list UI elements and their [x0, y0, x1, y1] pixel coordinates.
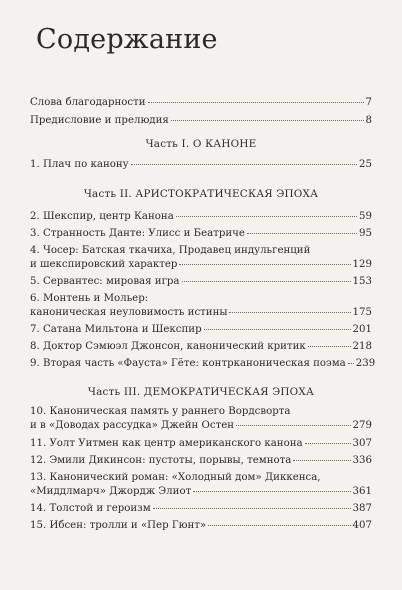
toc-entry-title: Слова благодарности	[30, 97, 146, 108]
toc-entry	[30, 340, 372, 354]
toc-entry-title: 11. Уолт Уитмен как центр американского канона	[30, 438, 303, 449]
page-title: Содержание	[36, 24, 218, 55]
toc-entry-title-line1: 4. Чосер: Батская ткачиха, Продавец индульгенций	[30, 245, 311, 256]
dot-leader	[308, 346, 351, 347]
toc-entry-title-line2: «Миддлмарч» Джордж Элиот	[30, 486, 192, 497]
toc-entry-title-line2: и шекспировский характер	[30, 259, 178, 270]
toc-entry	[30, 292, 372, 320]
toc-entry-page: 175	[352, 307, 372, 318]
toc-entry	[30, 96, 372, 110]
toc-entry-title: 12. Эмили Дикинсон: пустоты, порывы, темнота	[30, 455, 292, 466]
toc-entry-title: 5. Сервантес: мировая игра	[30, 276, 180, 287]
toc-entry-page: 279	[352, 420, 372, 431]
dot-leader	[348, 363, 354, 364]
dot-leader	[148, 102, 364, 103]
toc-entry	[30, 437, 372, 451]
toc-entry-page: 239	[355, 358, 376, 369]
toc-entry	[30, 357, 376, 371]
toc-entry	[30, 454, 372, 468]
dot-leader	[182, 281, 351, 282]
toc-entry-title: Предисловие и прелюдия	[30, 115, 169, 126]
dot-leader	[208, 525, 350, 526]
toc-entry-page: 361	[352, 486, 372, 497]
dot-leader	[193, 491, 350, 492]
toc-entry-page: 8	[365, 115, 372, 126]
dot-leader	[305, 443, 351, 444]
toc-entry-page: 307	[352, 438, 372, 449]
dot-leader	[229, 312, 350, 313]
toc-entry-title: 8. Доктор Сэмюэл Джонсон, канонический критик	[30, 341, 306, 352]
toc-entry	[30, 502, 372, 516]
dot-leader	[153, 508, 351, 509]
toc-entry-page: 25	[359, 159, 372, 170]
toc-entry-page: 95	[359, 228, 372, 239]
toc-entry-title: 2. Шекспир, центр Канона	[30, 211, 174, 222]
dot-leader	[247, 233, 357, 234]
toc-entry	[30, 405, 372, 433]
toc-entry-page: 7	[365, 97, 372, 108]
toc-entry-title: 7. Сатана Мильтона и Шекспир	[30, 324, 202, 335]
toc-entry-title-line1: 10. Каноническая память у раннего Вордсворта	[30, 406, 291, 417]
dot-leader	[179, 264, 350, 265]
dot-leader	[171, 120, 364, 121]
dot-leader	[204, 329, 351, 330]
dot-leader	[131, 164, 357, 165]
toc-entry	[30, 158, 372, 172]
toc-entry-page: 153	[352, 276, 372, 287]
dot-leader	[176, 216, 357, 217]
toc-entry	[30, 471, 372, 499]
dot-leader	[236, 425, 350, 426]
toc-entry-title-line1: 6. Монтень и Мольер:	[30, 293, 149, 304]
dot-leader	[293, 460, 350, 461]
toc-entry	[30, 275, 372, 289]
toc-entry	[30, 227, 372, 241]
toc-entry	[30, 244, 372, 272]
toc-entry	[30, 114, 372, 128]
toc-entry-page: 59	[359, 211, 372, 222]
toc-entry-title-line2: каноническая неуловимость истины	[30, 307, 228, 318]
toc-entry-title: 3. Странность Данте: Улисс и Беатриче	[30, 228, 245, 239]
toc-entry	[30, 323, 372, 337]
toc-entry-page: 129	[352, 259, 372, 270]
toc-entry	[30, 210, 372, 224]
toc-entry	[30, 519, 372, 533]
toc-entry-page: 218	[352, 341, 372, 352]
toc-entry-page: 336	[352, 455, 372, 466]
toc-entry-page: 201	[352, 324, 372, 335]
section-heading-part1: Часть I. О КАНОНЕ	[145, 138, 257, 150]
toc-entry-page: 387	[352, 503, 372, 514]
section-heading-part3: Часть III. ДЕМОКРАТИЧЕСКАЯ ЭПОХА	[87, 386, 315, 398]
toc-entry-title-line2: и в «Доводах рассудка» Джейн Остен	[30, 420, 235, 431]
toc-entry-title: 15. Ибсен: тролли и «Пер Гюнт»	[30, 520, 207, 531]
toc-entry-title: 1. Плач по канону	[30, 159, 129, 170]
toc-entry-title: 9. Вторая часть «Фауста» Гёте: контрканоническая поэма	[30, 358, 346, 369]
section-heading-part2: Часть II. АРИСТОКРАТИЧЕСКАЯ ЭПОХА	[83, 188, 319, 200]
toc-entry-title: 14. Толстой и героизм	[30, 503, 151, 514]
toc-entry-page: 407	[352, 520, 372, 531]
toc-entry-title-line1: 13. Канонический роман: «Холодный дом» Диккенса,	[30, 472, 321, 483]
